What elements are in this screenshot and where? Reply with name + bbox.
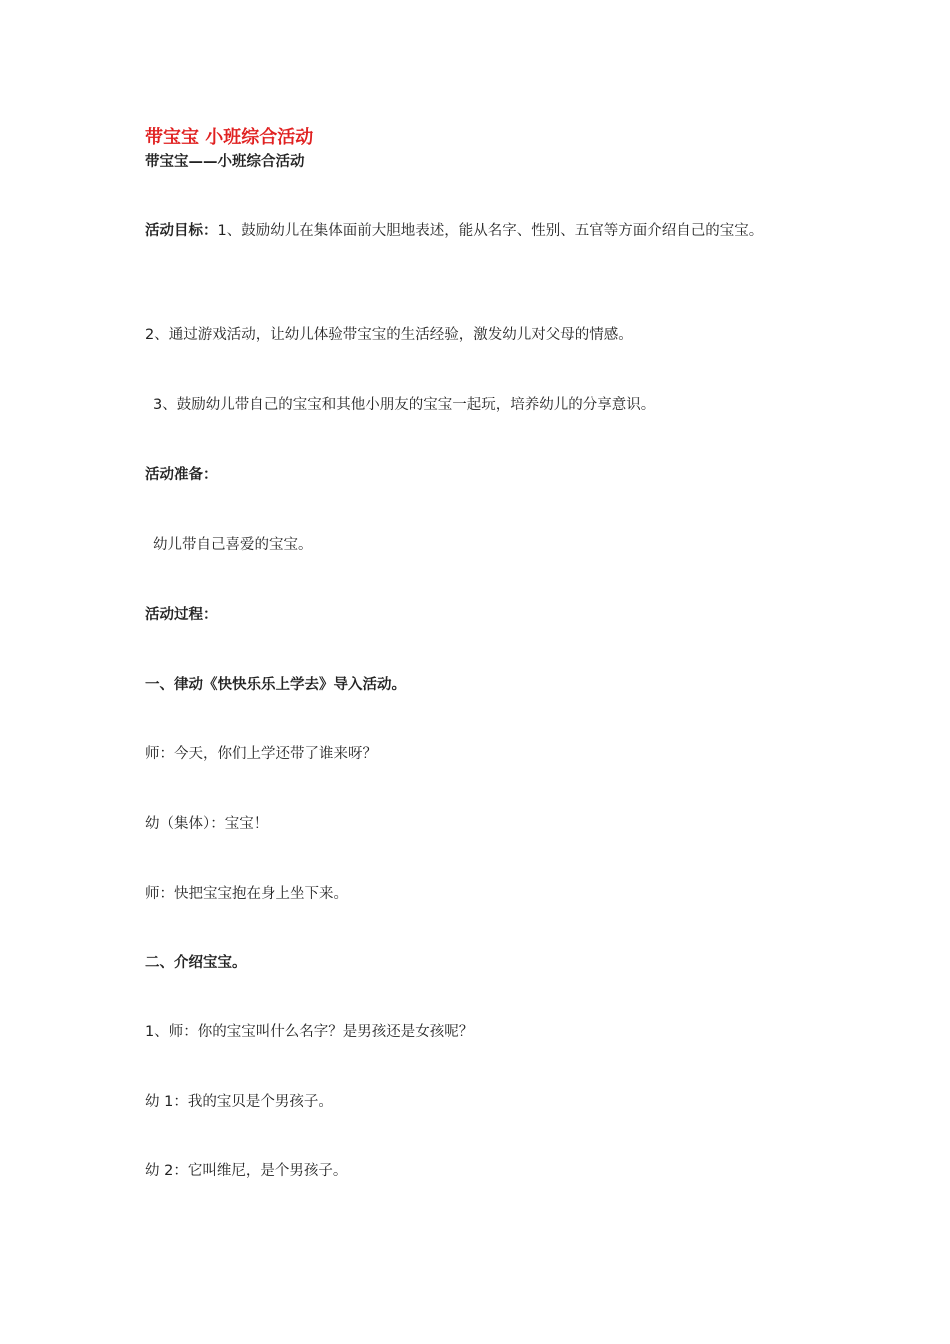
section-1-heading: 一、律动《快快乐乐上学去》导入活动。	[145, 677, 406, 693]
goals-first-line	[145, 221, 763, 241]
goal-item-1: 1、鼓励幼儿在集体面前大胆地表述，能从名字、性别、五官等方面介绍自己的宝宝。	[217, 223, 764, 239]
dialogue-line: 幼 1：我的宝贝是个男孩子。	[145, 1094, 333, 1110]
preparation-text: 幼儿带自己喜爱的宝宝。	[153, 537, 313, 553]
section-2-heading: 二、介绍宝宝。	[145, 955, 247, 971]
preparation-heading: 活动准备：	[145, 467, 218, 483]
goals-label: 活动目标：	[145, 223, 218, 239]
dialogue-line: 1、师：你的宝宝叫什么名字？是男孩还是女孩呢？	[145, 1024, 474, 1040]
dialogue-line: 师：快把宝宝抱在身上坐下来。	[145, 886, 348, 902]
dialogue-line: 师：今天，你们上学还带了谁来呀？	[145, 746, 377, 762]
dialogue-line: 幼 2：它叫维尼，是个男孩子。	[145, 1163, 348, 1179]
document-subtitle: 带宝宝——小班综合活动	[145, 154, 305, 170]
goal-item-3: 3、鼓励幼儿带自己的宝宝和其他小朋友的宝宝一起玩，培养幼儿的分享意识。	[153, 397, 656, 413]
goal-item-2: 2、通过游戏活动，让幼儿体验带宝宝的生活经验，激发幼儿对父母的情感。	[145, 327, 633, 343]
document-title: 带宝宝 小班综合活动	[145, 127, 314, 148]
process-heading: 活动过程：	[145, 607, 218, 623]
dialogue-line: 幼（集体）：宝宝！	[145, 816, 269, 832]
